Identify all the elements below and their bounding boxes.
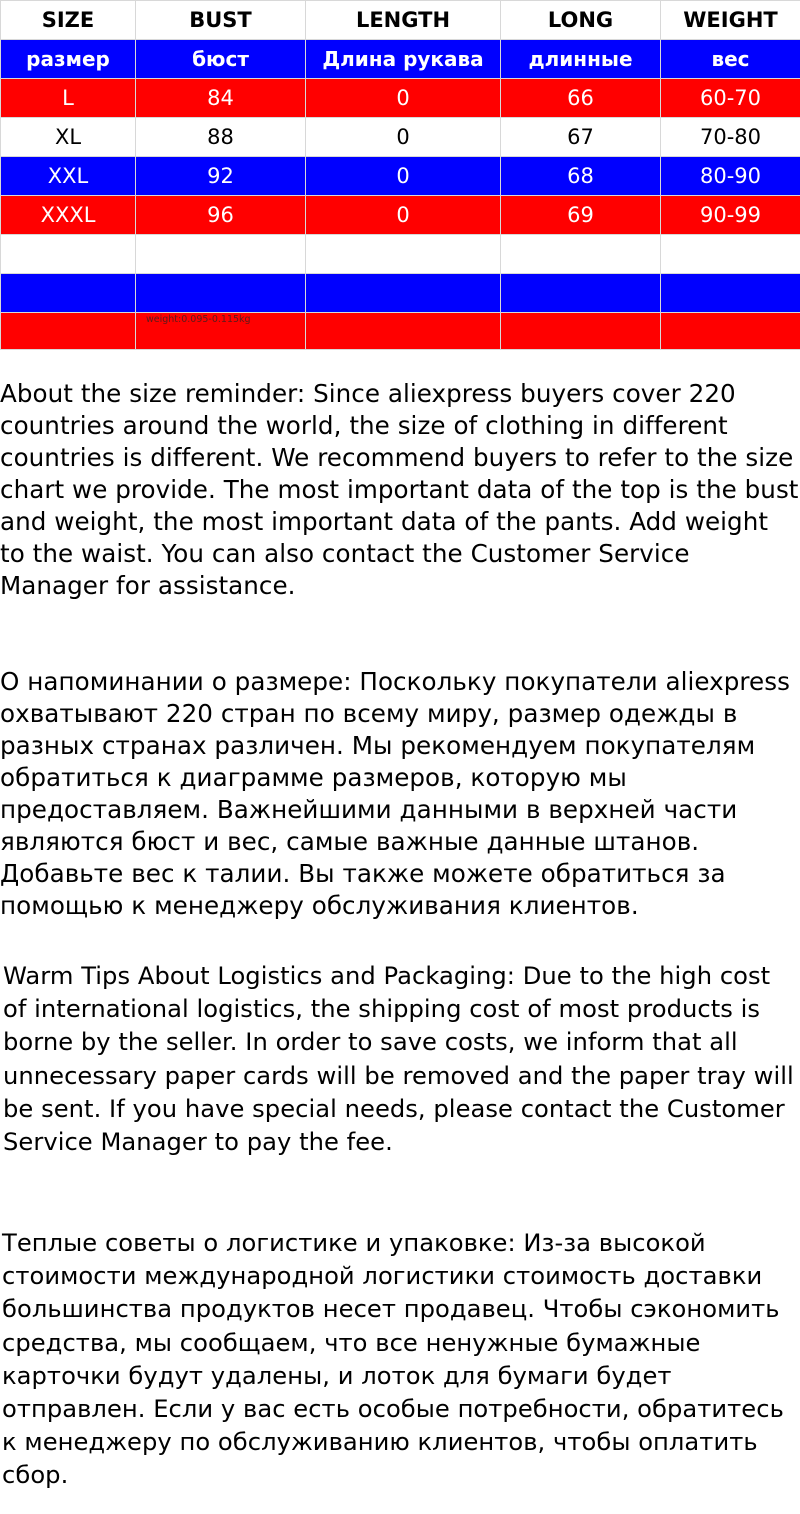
blank-cell [1,313,136,350]
cell-bust: 92 [136,157,306,196]
logistics-tips-en: Warm Tips About Logistics and Packaging: Due to the high cost of international logistics, the shipping cost of most products is borne by the seller. In order to save costs, we inform that all unnecessary paper cards will be removed and the paper tray will be sent. If you have special needs, please contact the Customer Service Manager to pay the fee. [3,962,794,1157]
weight-note-cell [136,313,306,350]
header-bust: BUST [136,1,306,40]
size-reminder-en: About the size reminder: Since aliexpress buyers cover 220 countries around the world, the size of clothing in different countries is different. We recommend buyers to refer to the size chart we provide. The most important data of the top is the bust and weight, the most important data of the pants. Add weight to the waist. You can also contact the Customer Service Manager for assistance. [0,379,799,600]
cell-weight: 90-99 [661,196,800,235]
cell-size: XXXL [1,196,136,235]
header-size-ru: размер [1,40,136,79]
cell-length: 0 [306,157,501,196]
blank-cell [136,274,306,313]
size-chart-table [0,0,800,350]
size-reminder-ru: О напоминании о размере: Поскольку покупатели aliexpress охватывают 220 стран по всему миру, размер одежды в разных странах различен. Мы рекомендуем покупателям обратиться к диаграмме размеров, которую мы предоставляем. Важнейшими данными в верхней части являются бюст и вес, самые важные данные штанов. Добавьте вес к талии. Вы также можете обратиться за помощью к менеджеру обслуживания клиентов. [0,667,790,920]
table-row [1,118,800,157]
cell-size: XL [1,118,136,157]
header-length: LENGTH [306,1,501,40]
cell-size: XXL [1,157,136,196]
header-bust-ru: бюст [136,40,306,79]
cell-bust: 88 [136,118,306,157]
cell-bust: 96 [136,196,306,235]
cell-length: 0 [306,196,501,235]
blank-cell [661,313,800,350]
table-row [1,196,800,235]
blank-cell [306,313,501,350]
cell-bust: 84 [136,79,306,118]
note-row [1,313,800,350]
blank-cell [501,274,661,313]
cell-long: 66 [501,79,661,118]
cell-weight: 70-80 [661,118,800,157]
cell-length: 0 [306,118,501,157]
blank-cell [661,235,800,274]
cell-long: 68 [501,157,661,196]
blank-cell [306,235,501,274]
header-row-ru [1,40,800,79]
cell-length: 0 [306,79,501,118]
header-long: LONG [501,1,661,40]
blank-cell [501,313,661,350]
header-length-ru: Длина рукава [306,40,501,79]
table-row [1,157,800,196]
cell-weight: 80-90 [661,157,800,196]
cell-weight: 60-70 [661,79,800,118]
cell-long: 67 [501,118,661,157]
header-weight: WEIGHT [661,1,800,40]
header-row-en [1,1,800,40]
header-weight-ru: вес [661,40,800,79]
table-row [1,79,800,118]
cell-long: 69 [501,196,661,235]
header-long-ru: длинные [501,40,661,79]
blank-cell [1,274,136,313]
header-size: SIZE [1,1,136,40]
weight-note: weight:0.095-0.115kg [146,314,251,325]
blank-cell [1,235,136,274]
blank-row-blue [1,274,800,313]
blank-cell [501,235,661,274]
blank-row-white [1,235,800,274]
cell-size: L [1,79,136,118]
logistics-tips-ru: Теплые советы о логистике и упаковке: Из-за высокой стоимости международной логистики стоимость доставки большинства продуктов несет продавец. Чтобы сэкономить средства, мы сообщаем, что все ненужные бумажные карточки будут удалены, и лоток для бумаги будет отправлен. Если у вас есть особые потребности, обратитесь к менеджеру по обслуживанию клиентов, чтобы оплатить сбор. [2,1229,784,1490]
blank-cell [136,235,306,274]
blank-cell [661,274,800,313]
blank-cell [306,274,501,313]
